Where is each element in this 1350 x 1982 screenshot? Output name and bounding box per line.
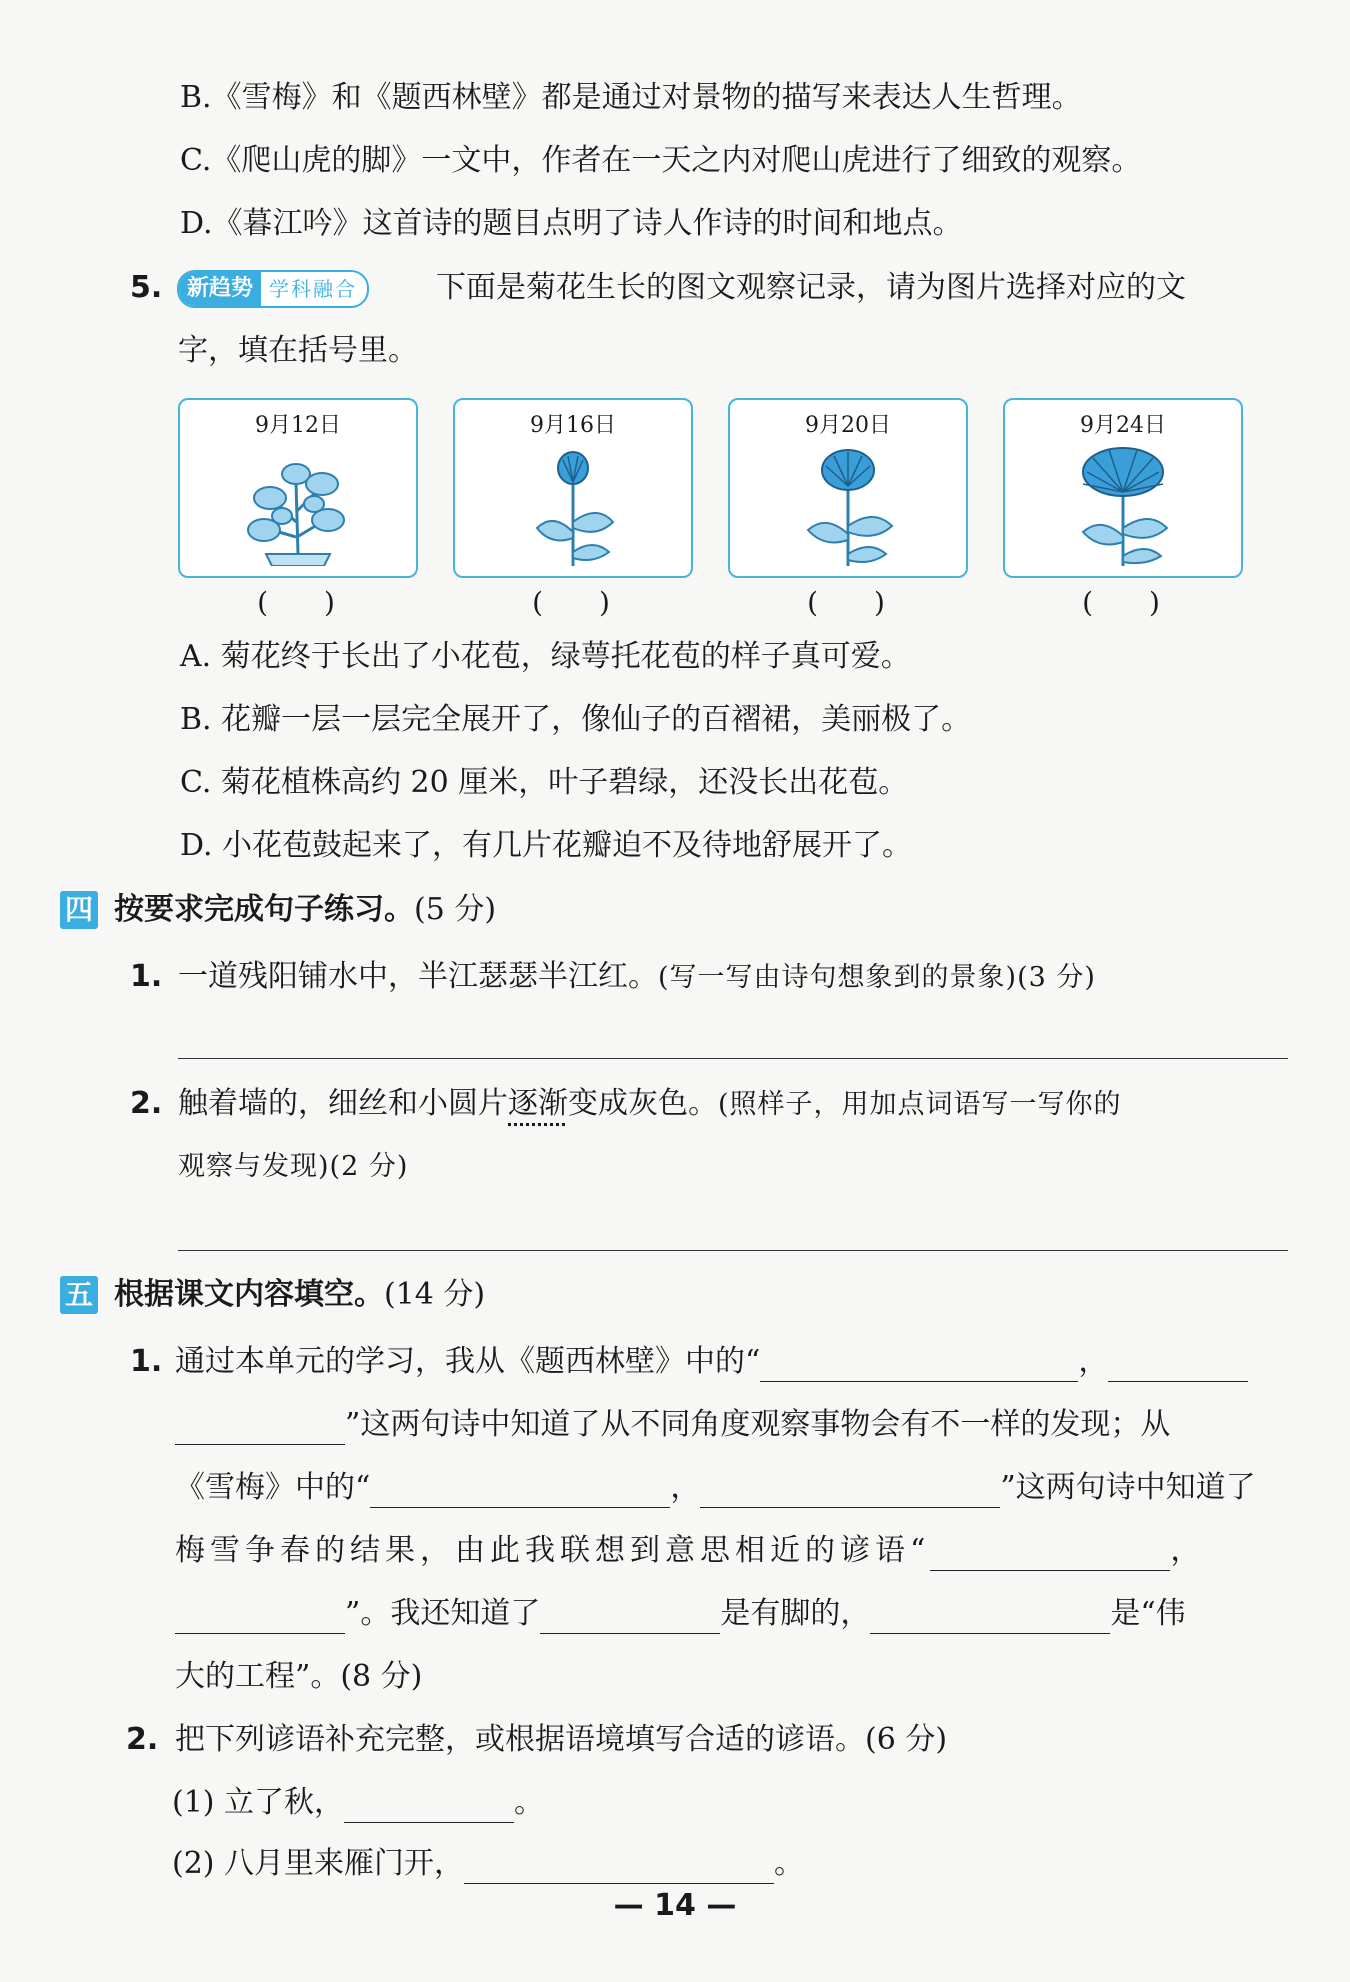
s5-q2-item1-text: (1) 立了秋， [172,1785,345,1820]
page-number [0,1888,1350,1923]
s4-q1-number: 1. [130,959,163,994]
s4-q2-answer-line[interactable] [178,1250,1288,1251]
page-dash-right: — [706,1888,737,1923]
observation-card-2 [453,398,693,578]
blank-poem-3[interactable] [370,1477,670,1508]
s5-q1-line4 [175,1531,1205,1571]
answer-paren-2[interactable]: ( ) [532,586,610,619]
s5-q1-line2 [175,1405,1170,1445]
comma: ， [670,1470,701,1505]
s5-q2-item2-text: (2) 八月里来雁门开， [172,1846,465,1881]
s5-q2-item2 [172,1844,804,1884]
tag-sub: 学科融合 [269,277,358,301]
blank-has-feet[interactable] [540,1603,720,1634]
period: 。 [514,1785,545,1820]
period: 。 [774,1846,805,1881]
section-4-title [114,890,496,930]
s5-q1-line6: 大的工程”。(8 分) [175,1659,423,1694]
blank-proverb-1[interactable] [930,1540,1170,1571]
full-bloom-icon [1043,442,1203,566]
half-bloom-icon [768,442,928,566]
potted-plant-icon [218,442,378,566]
blank-poem-1[interactable] [760,1351,1078,1382]
blank-great-project[interactable] [870,1603,1110,1634]
s5-q2-number: 2. [126,1722,159,1757]
s5-q1-l3-post: ”这两句诗中知道了 [1000,1470,1256,1505]
s5-q1-number: 1. [130,1344,163,1379]
q5-number: 5. [130,270,163,305]
answer-paren-1[interactable]: ( ) [257,586,335,619]
section-5-heading: 根据课文内容填空。 [114,1277,384,1312]
s4-q2-dotted-word: 逐渐 [508,1086,568,1121]
blank-poem-4[interactable] [700,1477,1000,1508]
s5-q2-item1 [172,1783,544,1823]
q5-stem-line2: 字，填在括号里。 [178,333,418,368]
q5-option-c: C. 菊花植株高约 20 厘米，叶子碧绿，还没长出花苞。 [180,765,909,800]
q4-option-b: B.《雪梅》和《题西林壁》都是通过对景物的描写来表达人生哲理。 [180,80,1082,115]
card-date: 9月20日 [805,413,891,438]
tag-main: 新趋势 [179,272,261,306]
blank-geese-proverb[interactable] [464,1853,774,1884]
q4-option-c: C.《爬山虎的脚》一文中，作者在一天之内对爬山虎进行了细致的观察。 [180,143,1142,178]
s4-q2-number: 2. [130,1086,163,1121]
s5-q1-l5-text1: ”。我还知道了 [345,1596,541,1631]
s4-q2-note: (照样子，用加点词语写一写你的 [718,1089,1122,1120]
s4-q2-text [178,1084,1122,1125]
blank-poem-2a[interactable] [1108,1351,1248,1382]
s5-q1-l5-mid: 是有脚的， [720,1596,871,1631]
section-5-title [114,1275,485,1315]
s5-q1-l5-text2: 是“伟 [1110,1596,1186,1631]
observation-card-1 [178,398,418,578]
s5-q1-l4-pre: 梅雪争春的结果，由此我联想到意思相近的谚语“ [175,1533,931,1568]
q5-option-d: D. 小花苞鼓起来了，有几片花瓣迫不及待地舒展开了。 [180,828,913,863]
s4-q1-answer-line[interactable] [178,1058,1288,1059]
section-4-icon: 四 [60,891,98,929]
observation-card-3 [728,398,968,578]
answer-paren-3[interactable]: ( ) [807,586,885,619]
section-5-icon: 五 [60,1276,98,1314]
s5-q1-l2-text: ”这两句诗中知道了从不同角度观察事物会有不一样的发现；从 [345,1407,1171,1442]
q5-option-b: B. 花瓣一层一层完全展开了，像仙子的百褶裙，美丽极了。 [180,702,972,737]
s4-q1-text [178,957,1096,998]
s4-q1-sentence: 一道残阳铺水中，半江瑟瑟半江红。 [178,959,658,994]
s5-q1-line3 [175,1468,1256,1508]
q4-option-d: D.《暮江吟》这首诗的题目点明了诗人作诗的时间和地点。 [180,206,963,241]
card-date: 9月24日 [1080,413,1166,438]
flower-bud-icon [493,442,653,566]
comma: ， [1170,1533,1206,1568]
s5-q1-l1-text: 通过本单元的学习，我从《题西林壁》中的“ [175,1344,761,1379]
page-dash-left: — [613,1888,644,1923]
s4-q2-pre: 触着墙的，细丝和小圆片 [178,1086,508,1121]
card-date: 9月12日 [255,413,341,438]
blank-proverb-2[interactable] [175,1603,345,1634]
answer-paren-4[interactable]: ( ) [1082,586,1160,619]
section-4-points: (5 分) [414,892,497,927]
new-trend-tag [177,270,369,308]
section-4-heading: 按要求完成句子练习。 [114,892,414,927]
s4-q1-note: (写一写由诗句想象到的景象)(3 分) [658,962,1096,993]
s5-q1-l3-pre: 《雪梅》中的“ [175,1470,371,1505]
blank-autumn-proverb[interactable] [344,1792,514,1823]
page-number-value: 14 [654,1888,696,1923]
s4-q2-note-2: 观察与发现)(2 分) [178,1151,409,1182]
observation-card-4 [1003,398,1243,578]
comma: ， [1078,1344,1109,1379]
section-5-points: (14 分) [384,1277,486,1312]
s5-q1-line5 [175,1594,1186,1634]
s4-q2-post: 变成灰色。 [568,1086,718,1121]
q5-option-a: A. 菊花终于长出了小花苞，绿萼托花苞的样子真可爱。 [180,639,911,674]
q5-stem-line1: 下面是菊花生长的图文观察记录，请为图片选择对应的文 [436,270,1186,305]
s5-q1-line1 [175,1342,1248,1382]
s5-q2-text: 把下列谚语补充完整，或根据语境填写合适的谚语。(6 分) [175,1722,948,1757]
blank-poem-2b[interactable] [175,1414,345,1445]
card-date: 9月16日 [530,413,616,438]
